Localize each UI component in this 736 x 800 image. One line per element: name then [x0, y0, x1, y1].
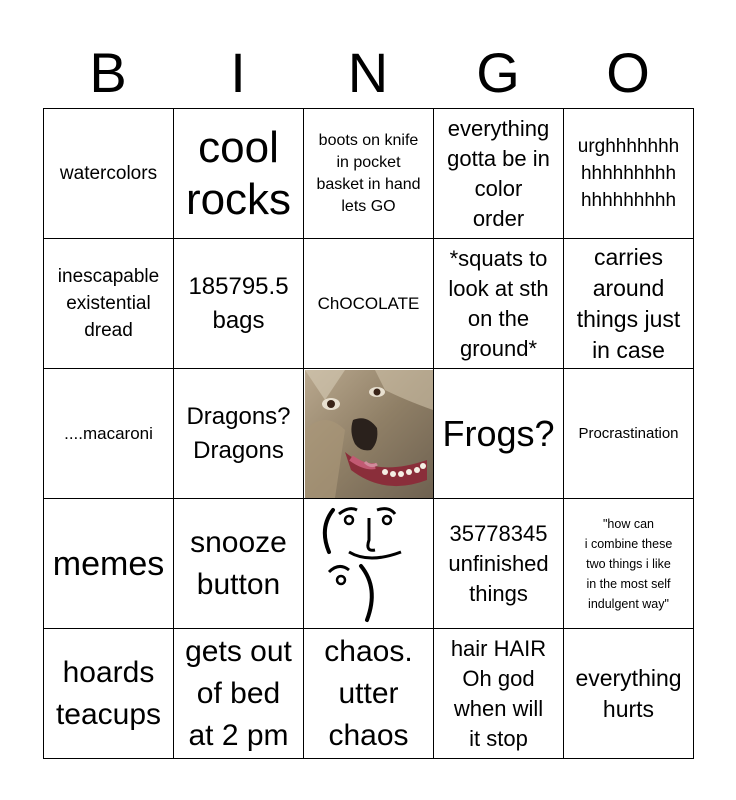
bingo-grid — [43, 108, 694, 759]
cell-text: 185795.5 bags — [188, 272, 289, 334]
bingo-cell[interactable] — [304, 239, 434, 369]
bingo-cell[interactable] — [44, 499, 174, 629]
cell-text: Dragons? Dragons — [186, 402, 291, 464]
bingo-cell[interactable] — [564, 109, 694, 239]
lenny-face-icon — [305, 500, 433, 628]
bingo-cell[interactable] — [44, 239, 174, 369]
cell-text: Procrastination — [578, 424, 679, 442]
cell-text: cool rocks — [185, 122, 292, 224]
bingo-cell[interactable] — [174, 109, 304, 239]
bingo-cell[interactable] — [44, 109, 174, 239]
cell-text: hair HAIR Oh god when will it stop — [450, 635, 547, 751]
bingo-cell[interactable] — [564, 629, 694, 759]
cell-text: watercolors — [59, 163, 158, 184]
bingo-header — [43, 38, 693, 108]
cell-text: 35778345 unfinished things — [448, 520, 549, 606]
bingo-cell[interactable] — [44, 629, 174, 759]
cell-text: *squats to look at sth on the ground* — [448, 245, 549, 361]
bingo-cell[interactable] — [174, 629, 304, 759]
bingo-cell[interactable] — [174, 499, 304, 629]
bingo-cell[interactable] — [434, 369, 564, 499]
bingo-cell[interactable] — [174, 369, 304, 499]
bingo-cell[interactable] — [174, 239, 304, 369]
bingo-cell[interactable] — [304, 109, 434, 239]
lenny-face-cell[interactable] — [304, 499, 434, 629]
header-letter-b: B — [89, 41, 127, 104]
bingo-cell[interactable] — [564, 239, 694, 369]
bingo-cell[interactable] — [564, 369, 694, 499]
bingo-cell[interactable] — [434, 239, 564, 369]
cell-text: inescapable existential dread — [57, 266, 160, 341]
cell-text: snooze button — [190, 525, 287, 601]
bingo-cell[interactable] — [44, 369, 174, 499]
cell-text: memes — [52, 544, 165, 583]
cell-text: chaos. utter chaos — [324, 634, 413, 752]
dog-face-icon — [305, 370, 433, 498]
header-letter-i: I — [230, 41, 246, 104]
cell-text: everything hurts — [575, 664, 682, 722]
bingo-cell[interactable] — [434, 629, 564, 759]
cell-text: "how can i combine these two things i like in the most self indulgent way" — [584, 516, 673, 611]
bingo-cell[interactable] — [434, 109, 564, 239]
header-letter-o: O — [606, 41, 650, 104]
bingo-cell[interactable] — [304, 629, 434, 759]
bingo-cell[interactable] — [564, 499, 694, 629]
cell-text: boots on knife in pocket basket in hand lets GO — [316, 131, 421, 215]
header-letter-n: N — [347, 41, 389, 104]
cell-text: everything gotta be in color order — [447, 115, 550, 231]
cell-text: gets out of bed at 2 pm — [185, 634, 292, 752]
cell-text: urghhhhhhh hhhhhhhhh hhhhhhhhh — [577, 136, 680, 211]
free-space-cell[interactable] — [304, 369, 434, 499]
cell-text: hoards teacups — [55, 655, 162, 731]
header-letter-g: G — [476, 41, 520, 104]
cell-text: carries around things just in case — [576, 243, 681, 363]
cell-text: ....macaroni — [64, 423, 153, 443]
cell-text: Frogs? — [442, 412, 555, 454]
bingo-cell[interactable] — [434, 499, 564, 629]
cell-text: ChOCOLATE — [317, 293, 420, 313]
